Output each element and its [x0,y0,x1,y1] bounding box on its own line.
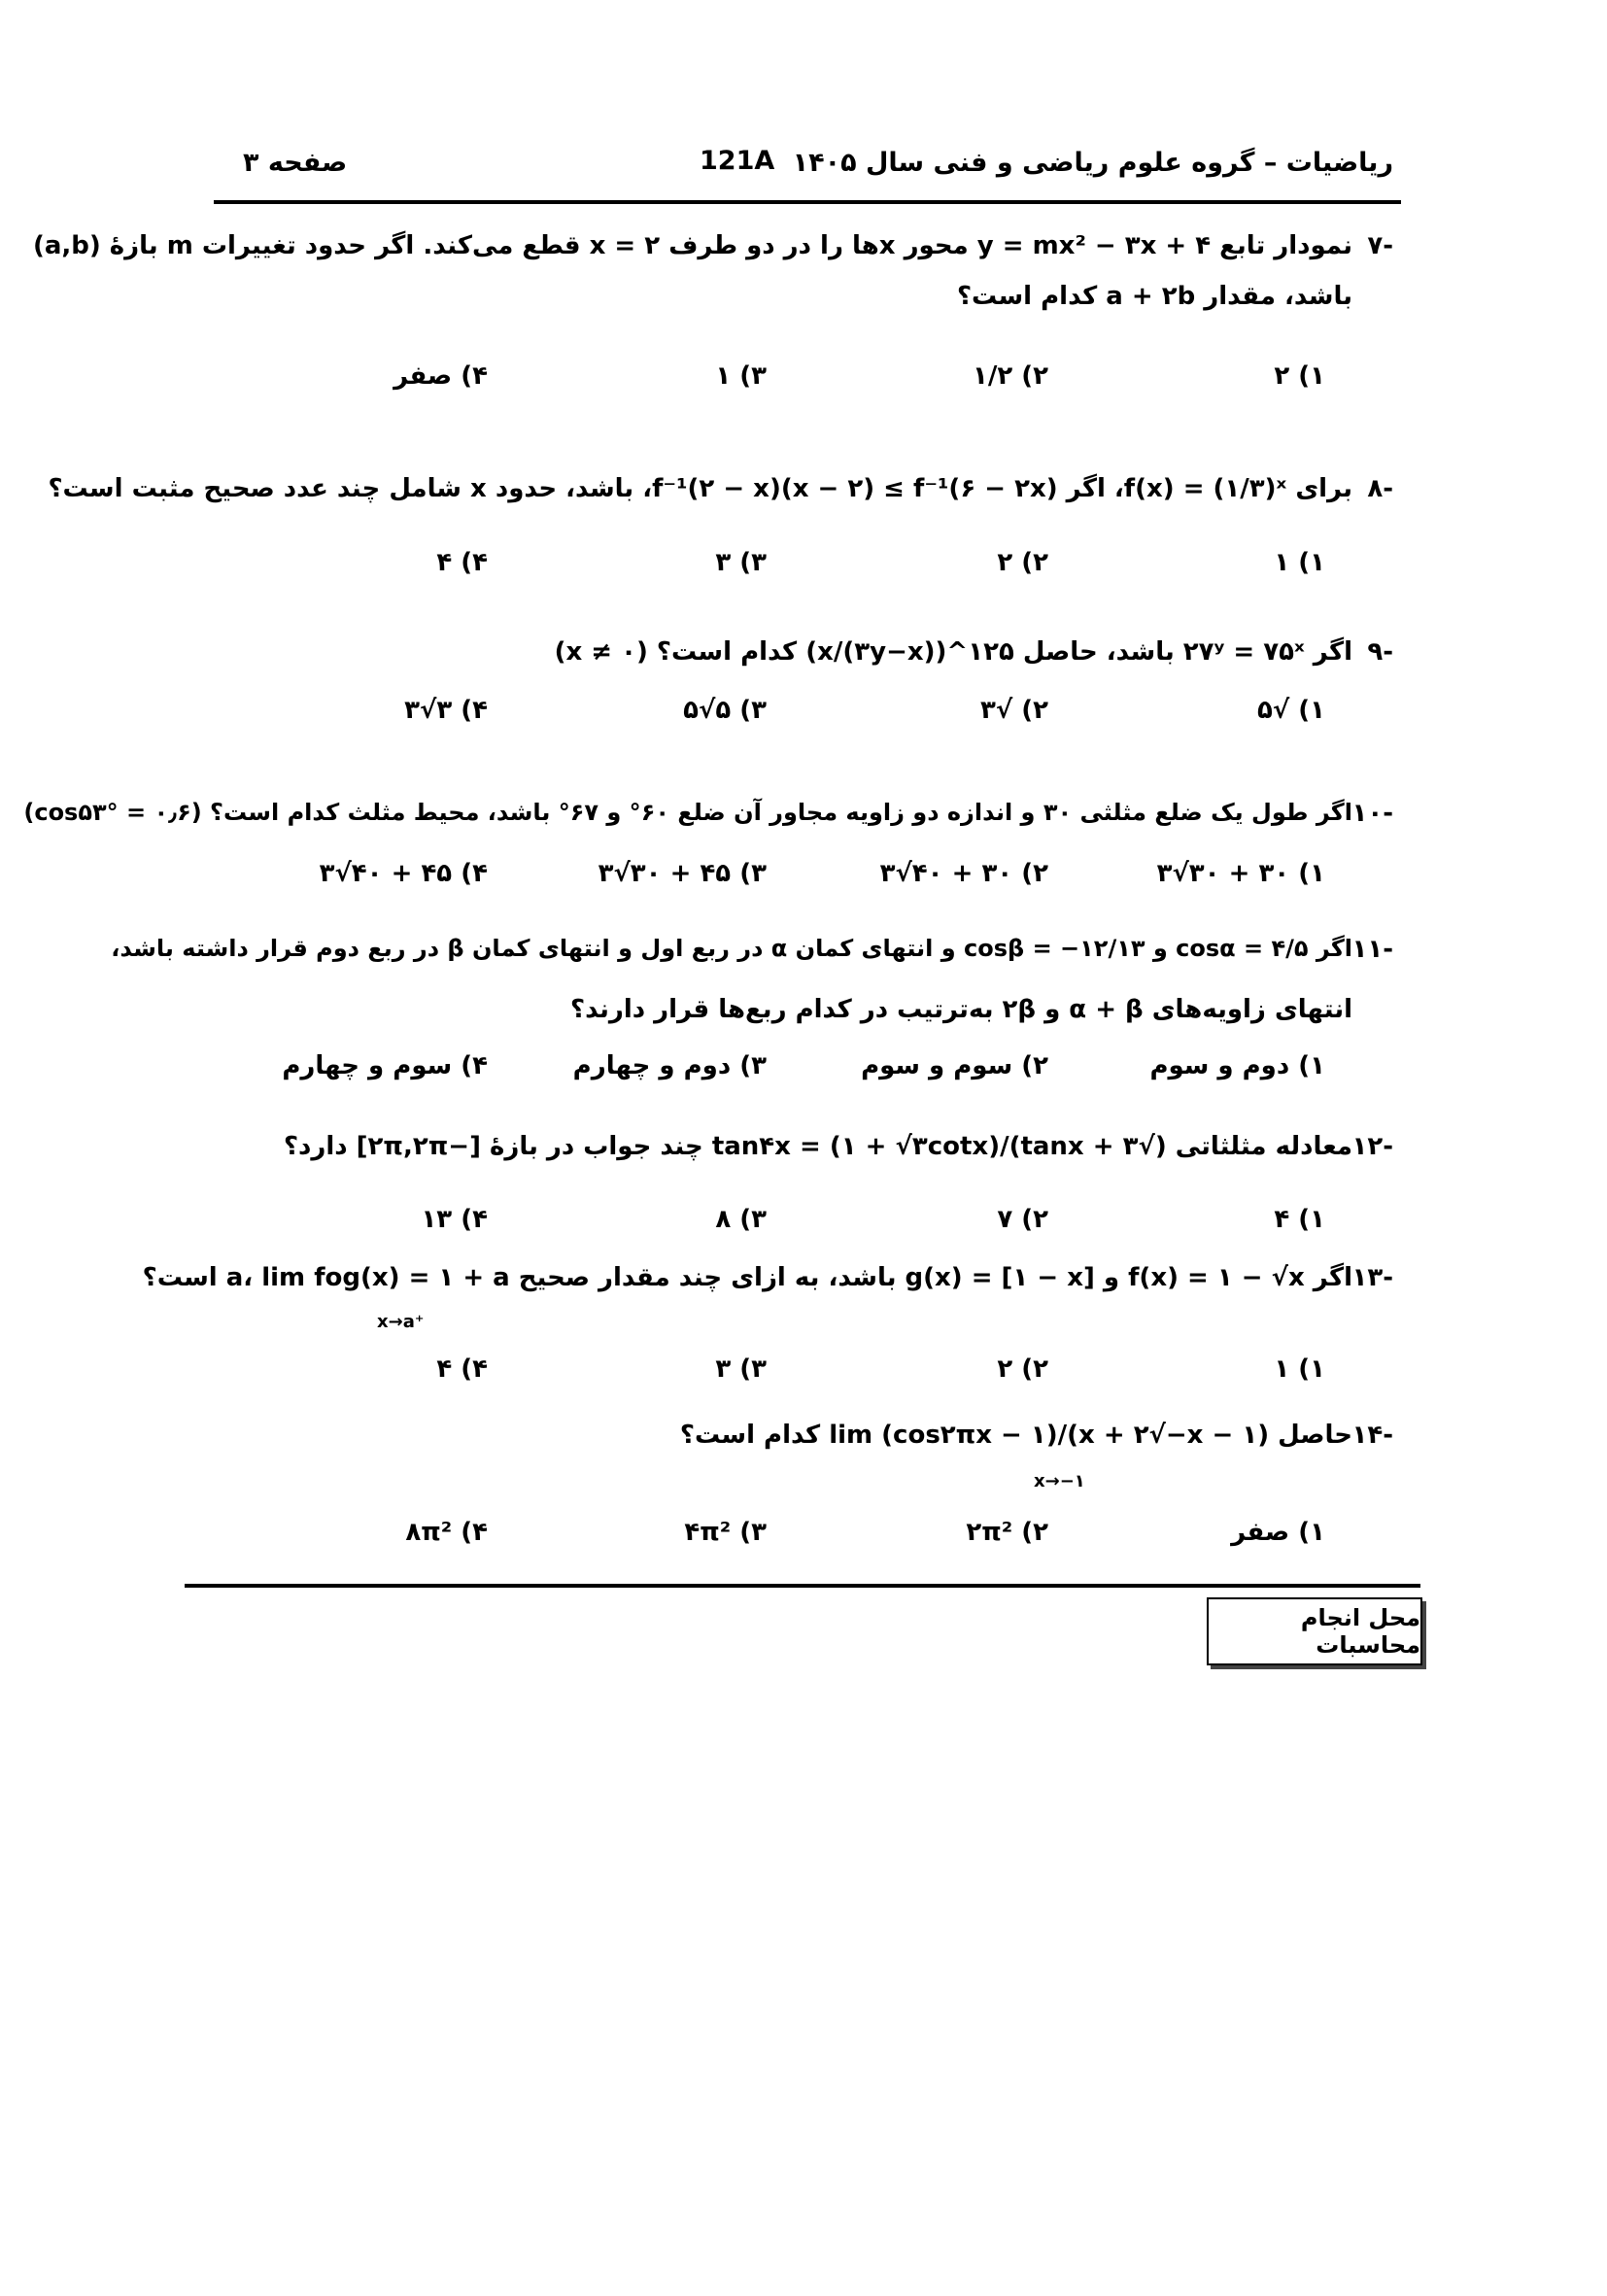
exam-code: 121A [700,146,775,176]
question-text: حاصل lim (cos۲πx − ۱)/(x + ۲√−x − ۱) کدام است؟ [679,1421,1352,1450]
answer-option[interactable]: ۳) ۳ [715,548,767,577]
question-number: -۱۱ [1351,935,1393,964]
answer-option[interactable]: ۳) ۴π² [684,1518,767,1547]
answer-option[interactable]: ۴) ۸π² [405,1518,488,1547]
question-text: اگر f(x) = ۱ − √x و g(x) = [۱ − x] باشد، به ازای چند مقدار صحیح a، lim fog(x) = ۱ + a است؟ [142,1263,1352,1292]
question-text: نمودار تابع y = mx² − ۳x + ۴ محور xها را در دو طرف x = ۲ قطع می‌کند. اگر حدود تغییرات m بازهٔ (a,b) [32,231,1352,260]
answer-option[interactable]: ۴) صفر [393,361,488,391]
limit-subscript: x→−۱ [1034,1471,1085,1491]
answer-option[interactable]: ۴) سوم و چهارم [282,1051,488,1080]
answer-option[interactable]: ۳) ۵√۵ [683,696,767,725]
answer-option[interactable]: ۳) ۱ [715,361,767,391]
question-text: اگر ۲۷ʸ = ۷۵ˣ باشد، حاصل ۱۲۵^(x/(۳y−x)) کدام است؟ (x ≠ ۰) [554,637,1352,667]
answer-option[interactable]: ۴) ۴ [436,1354,488,1384]
answer-option[interactable]: ۴) ۳√۳ [404,696,488,725]
answer-option[interactable]: ۲) ۲π² [966,1518,1048,1547]
answer-option[interactable]: ۳) ۸ [715,1205,767,1234]
answer-option[interactable]: ۱) ۲ [1274,361,1325,391]
question-text: انتهای زاویه‌های α + β و ۲β به‌ترتیب در کدام ربع‌ها قرار دارند؟ [569,995,1352,1024]
question-number: -۸ [1367,474,1393,503]
answer-option[interactable]: ۲) ۲ [997,1354,1048,1384]
header-title: ریاضیات – گروه علوم ریاضی و فنی سال ۱۴۰۵ [792,148,1393,178]
answer-option[interactable]: ۱) ۱ [1274,548,1325,577]
answer-option[interactable]: ۴) ۴ [436,548,488,577]
answer-option[interactable]: ۲) سوم و سوم [861,1051,1048,1080]
scratch-area-label: محل انجام محاسبات [1207,1597,1422,1665]
answer-option[interactable]: ۲) √۳ [979,696,1048,725]
question-text: معادله مثلثاتی (√۳ + tanx)/(۱ + √۳cotx) = tan۴x چند جواب در بازهٔ [−۲π,۲π] دارد؟ [283,1132,1352,1161]
question-number: -۹ [1367,637,1393,667]
answer-option[interactable]: ۱) دوم و سوم [1149,1051,1325,1080]
limit-subscript: x→a⁺ [377,1312,425,1332]
answer-option[interactable]: ۳) ۳ [715,1354,767,1384]
answer-option[interactable]: ۱) ۳۰ + ۳۰√۳ [1156,859,1325,888]
question-text: اگر cosα = ۴/۵ و cosβ = −۱۲/۱۳ و انتهای کمان α در ربع اول و انتهای کمان β در ربع دوم قرار داشته باشد، [111,935,1352,962]
question-number: -۱۴ [1351,1421,1393,1450]
header-rule [214,200,1401,204]
answer-option[interactable]: ۱) ۱ [1274,1354,1325,1384]
answer-option[interactable]: ۲) ۲ [997,548,1048,577]
answer-option[interactable]: ۱) √۵ [1256,696,1325,725]
footer-rule [185,1584,1420,1588]
question-text: برای f(x) = (۱/۳)ˣ، اگر f⁻¹(۲ − x)(x − ۲) ≤ f⁻¹(۶ − ۲x)، باشد، حدود x شامل چند عدد صحیح مثبت است؟ [48,474,1352,503]
question-number: -۱۲ [1351,1132,1393,1161]
question-text: اگر طول یک ضلع مثلثی ۳۰ و اندازه دو زاویه مجاور آن ضلع ۶۰° و ۶۷° باشد، محیط مثلث کدام است؟ (cos۵۳° = ۰٫۶) [23,799,1352,826]
answer-option[interactable]: ۲) ۷ [997,1205,1048,1234]
answer-option[interactable]: ۲) ۱/۲ [972,361,1048,391]
question-number: -۱۳ [1351,1263,1393,1292]
answer-option[interactable]: ۳) ۴۵ + ۳۰√۳ [598,859,767,888]
answer-option[interactable]: ۱) صفر [1231,1518,1325,1547]
answer-option[interactable]: ۴) ۱۳ [421,1205,488,1234]
answer-option[interactable]: ۲) ۳۰ + ۴۰√۳ [879,859,1048,888]
answer-option[interactable]: ۱) ۴ [1274,1205,1325,1234]
page-number: صفحه ۳ [243,148,348,178]
question-number: -۷ [1367,231,1393,260]
answer-option[interactable]: ۴) ۴۵ + ۴۰√۳ [319,859,488,888]
question-number: -۱۰ [1351,799,1393,828]
answer-option[interactable]: ۳) دوم و چهارم [572,1051,767,1080]
question-text: باشد، مقدار a + ۲b کدام است؟ [956,282,1352,311]
